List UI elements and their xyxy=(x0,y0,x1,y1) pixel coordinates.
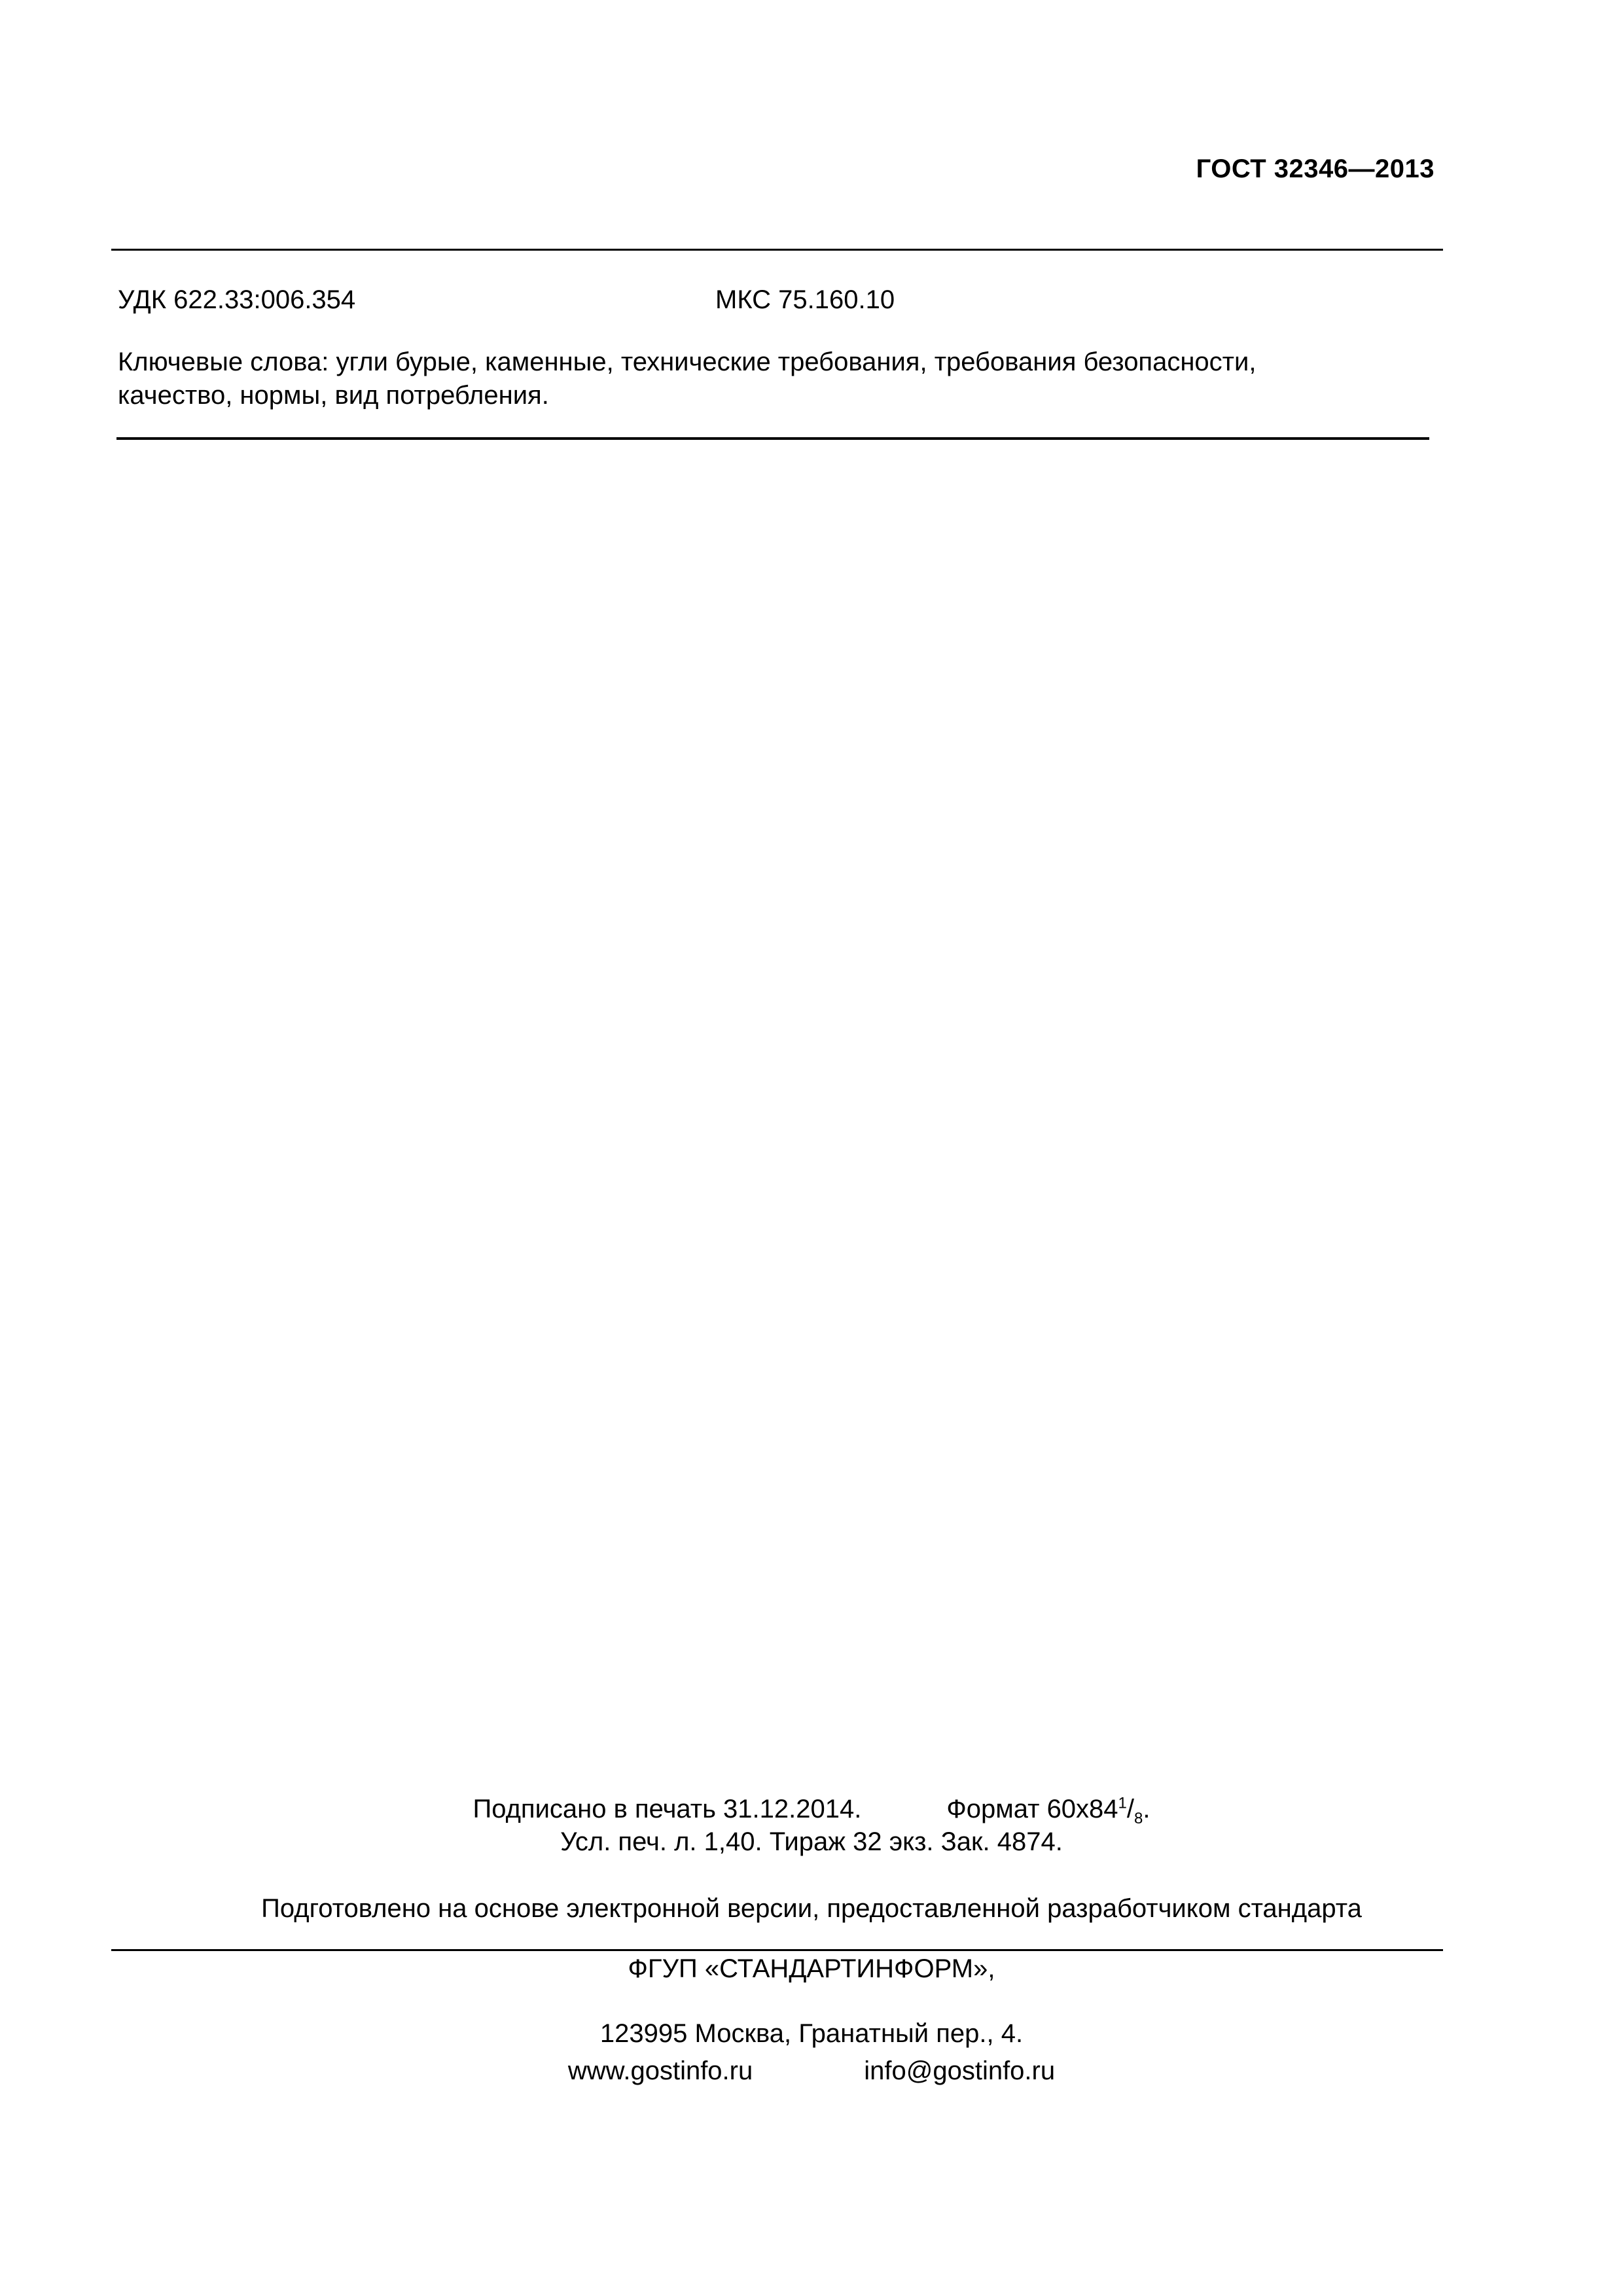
format-denominator: 8 xyxy=(1134,1810,1143,1827)
prepared-note: Подготовлено на основе электронной версии, предоставленной разработчиком стандарта xyxy=(261,1894,1362,1923)
publisher-address: 123995 Москва, Гранатный пер., 4. xyxy=(599,2019,1024,2048)
keywords-block xyxy=(118,346,1420,412)
publisher-name: ФГУП «СТАНДАРТИНФОРМ», xyxy=(628,1954,995,1983)
document-code: ГОСТ 32346—2013 xyxy=(1196,154,1435,183)
signed-date: Подписано в печать 31.12.2014. xyxy=(473,1795,862,1823)
top-divider xyxy=(111,249,1443,251)
mks-code: МКС 75.160.10 xyxy=(715,285,895,314)
email-link[interactable]: info@gostinfo.ru xyxy=(864,2056,1056,2085)
print-details: Усл. печ. л. 1,40. Тираж 32 экз. Зак. 4874. xyxy=(560,1827,1063,1856)
keywords-line-2: качество, нормы, вид потребления. xyxy=(118,381,549,410)
format-prefix: Формат 60x84 xyxy=(946,1795,1118,1823)
udk-code: УДК 622.33:006.354 xyxy=(118,285,356,314)
format-slash: / xyxy=(1126,1795,1135,1823)
bottom-divider xyxy=(111,1949,1443,1951)
format-suffix: . xyxy=(1143,1795,1150,1823)
keywords-line-1: Ключевые слова: угли бурые, каменные, технические требования, требования безопасности, xyxy=(118,348,1257,376)
format-info xyxy=(946,1794,1150,1827)
format-numerator: 1 xyxy=(1118,1794,1127,1812)
signed-line xyxy=(0,1794,1623,1827)
contact-line xyxy=(0,2056,1623,2086)
website-link[interactable]: www.gostinfo.ru xyxy=(567,2056,753,2085)
keywords-divider xyxy=(116,437,1429,440)
